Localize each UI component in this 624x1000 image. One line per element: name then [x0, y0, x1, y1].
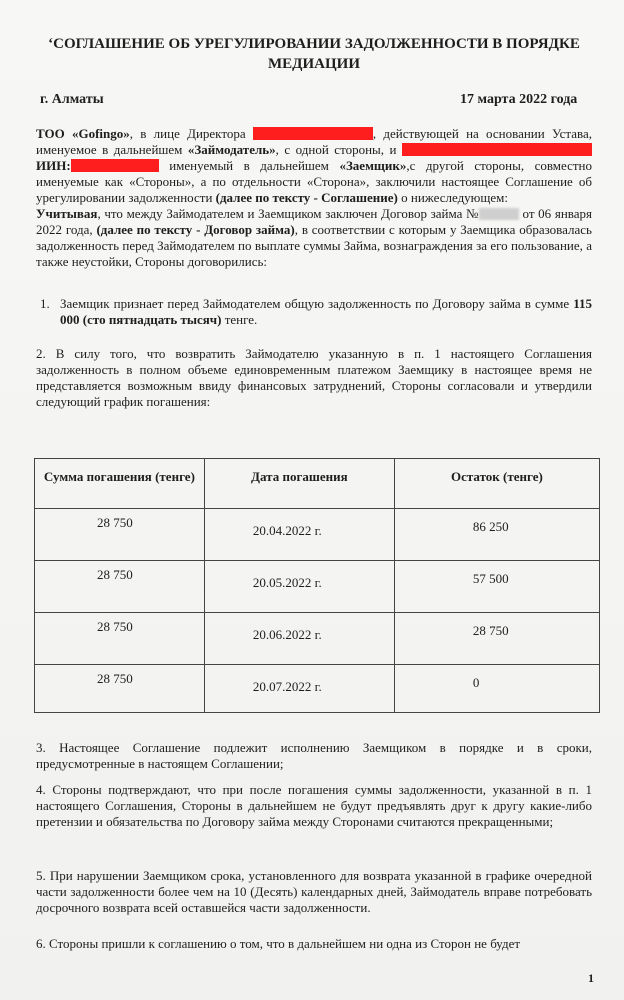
payment-date-cell: 20.04.2022 г. [204, 509, 394, 561]
considering-text: , в соответствии с которым у Заемщика образовалась задолженность перед Займодателем по выплате суммы Займа, вознаграждения за его пользование, а также неустойки, Стороны договорились: [36, 222, 592, 269]
item-5: 5. При нарушении Заемщиком срока, установленного для возврата указанной в графике очередной части задолженности более чем на 10 (Десять) календарных дней, Займодатель вправе потребовать досрочного возврата всей оставшейся части задолженности. [36, 868, 592, 915]
item-6: 6. Стороны пришли к соглашению о том, что в дальнейшем ни одна из Сторон не будет [36, 936, 521, 951]
iin-label: ИИН: [36, 158, 71, 173]
page-number: 1 [588, 971, 594, 985]
intro-text: именуемый в дальнейшем [169, 158, 340, 173]
loan-ref: (далее по тексту - Договор займа) [96, 222, 295, 237]
payment-amount-cell: 28 750 [35, 665, 205, 713]
payment-amount-cell: 28 750 [35, 613, 205, 665]
item-3: 3. Настоящее Соглашение подлежит исполнению Заемщиком в порядке и в сроки, предусмотренные в настоящем Соглашении; [36, 740, 592, 771]
item-2: 2. В силу того, что возвратить Займодателю указанную в п. 1 настоящего Соглашения задолженность в полном объеме единовременным платежом Заемщику в настоящее время не представляется возможным ввиду финансовых затруднений, Стороны согласовали и утвердили следующий график погашения: [36, 346, 592, 409]
table-row [35, 613, 600, 665]
borrower-term: «Заемщик» [339, 158, 407, 173]
document-title: ‘СОГЛАШЕНИЕ ОБ УРЕГУЛИРОВАНИИ ЗАДОЛЖЕННОСТИ В ПОРЯДКЕ МЕДИАЦИИ [48, 36, 580, 72]
item-1-number: 1. [40, 296, 50, 311]
redacted-director-name [253, 127, 373, 140]
table-row [35, 561, 600, 613]
repayment-schedule-table [34, 458, 600, 713]
lender-term: «Займодатель» [187, 142, 276, 157]
header-balance: Остаток (тенге) [394, 459, 599, 509]
table-row [35, 509, 600, 561]
payment-date-cell: 20.05.2022 г. [204, 561, 394, 613]
considering-word: Учитывая [36, 206, 98, 221]
balance-cell: 28 750 [394, 613, 599, 665]
header-payment-amount: Сумма погашения (тенге) [35, 459, 205, 509]
balance-cell: 0 [394, 665, 599, 713]
payment-date-cell: 20.07.2022 г. [204, 665, 394, 713]
payment-amount-cell: 28 750 [35, 509, 205, 561]
item-1-text: Заемщик признает перед Займодателем общую задолженность по Договору займа в сумме [60, 296, 574, 311]
intro-text: ,с другой стороны, совместно именуемые как «Стороны», а по отдельности «Сторона», заключили настоящее Соглашение об урегулировании задолженности [36, 158, 593, 205]
table-row [35, 665, 600, 713]
payment-amount-cell: 28 750 [35, 561, 205, 613]
table-header-row [35, 459, 600, 509]
balance-cell: 86 250 [394, 509, 599, 561]
document-date: 17 марта 2022 года [460, 92, 578, 107]
item-1-text: тенге. [221, 312, 258, 327]
blurred-contract-number [479, 208, 519, 220]
intro-paragraph [36, 126, 592, 270]
debt-amount: 115 000 (сто пятнадцать тысяч) [60, 296, 592, 327]
header-payment-date: Дата погашения [204, 459, 394, 509]
intro-text: , с одной стороны, и [275, 142, 402, 157]
document-city: г. Алматы [40, 92, 104, 107]
item-4: 4. Стороны подтверждают, что при после погашения суммы задолженности, указанной в п. 1 настоящего Соглашения, Стороны в дальнейшем не будут предъявлять друг к другу какие-либо претензии и обязательства по Договору займа между Сторонами считаются прекращенными; [36, 782, 592, 829]
redacted-borrower-name [402, 143, 592, 156]
intro-text: , действующей на основании Устава, именуемое в дальнейшем [36, 126, 592, 157]
payment-date-cell: 20.06.2022 г. [204, 613, 394, 665]
agreement-ref: (далее по тексту - Соглашение) [215, 190, 398, 205]
intro-text: о нижеследующем: [397, 190, 509, 205]
company-name: ТОО «Gofingo» [36, 126, 130, 141]
considering-text: , что между Займодателем и Заемщиком заключен Договор займа № [97, 206, 479, 221]
considering-text: от 06 января 2022 года, [36, 206, 592, 237]
balance-cell: 57 500 [394, 561, 599, 613]
redacted-iin [71, 159, 159, 172]
intro-text: , в лице Директора [129, 126, 253, 141]
